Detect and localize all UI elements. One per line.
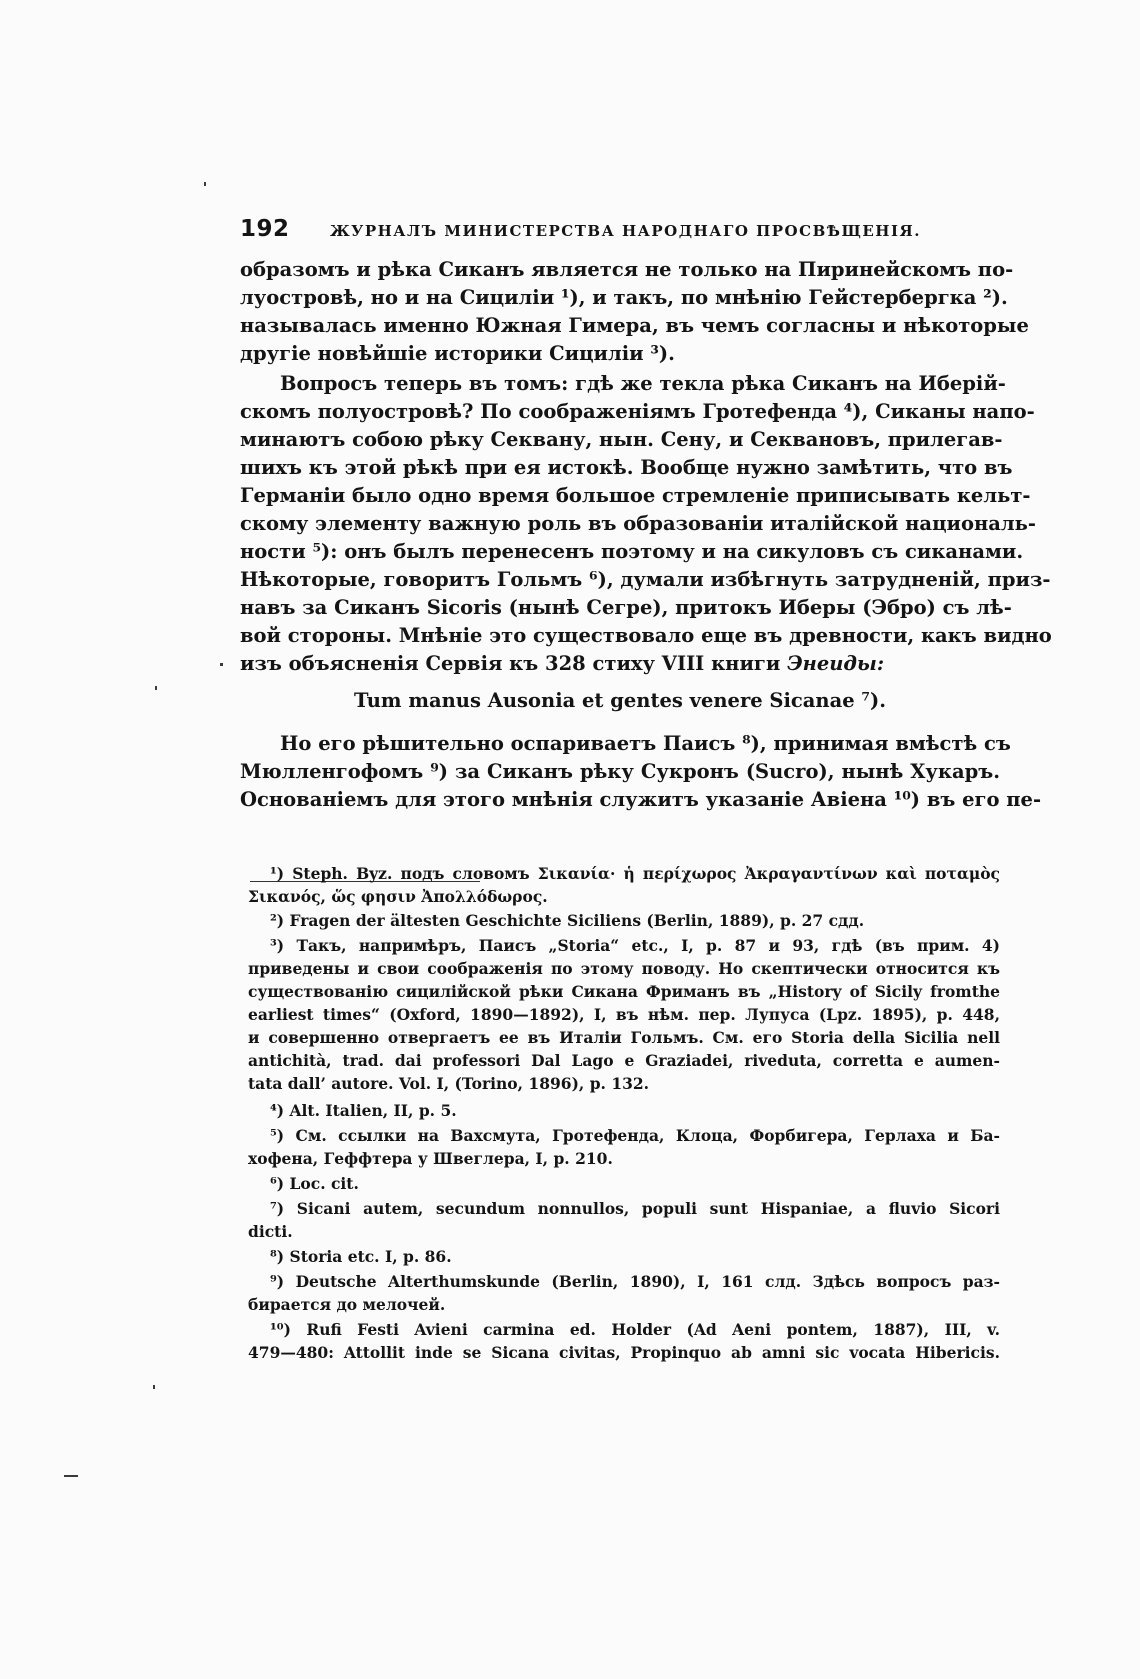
footnote-line: earliest times“ (Oxford, 1890—1892), I, въ нѣм. пер. Лупуса (Lpz. 1895), p. 448, bbox=[248, 1005, 1000, 1024]
text-line: ности ⁵): онъ былъ перенесенъ поэтому и на сикуловъ съ сиканами. bbox=[240, 540, 1024, 563]
footnote-line: dicti. bbox=[248, 1222, 293, 1241]
text-line: скомъ полуостровѣ? По соображеніямъ Гротефенда ⁴), Сиканы напо- bbox=[240, 400, 1035, 423]
text-line: образомъ и рѣка Сиканъ является не только на Пиринейскомъ по- bbox=[240, 258, 1014, 281]
verse-quote: Tum manus Ausonia et gentes venere Sicanae ⁷). bbox=[354, 689, 886, 712]
footnote-line: ⁷) Sicani autem, secundum nonnullos, populi sunt Hispaniae, a fluvio Sicori bbox=[270, 1199, 1000, 1218]
footnote-line: 479—480: Attollit inde se Sicana civitas, Propinquo ab amni sic vocata Hibericis. bbox=[248, 1343, 1000, 1362]
text-line: скому элементу важную роль въ образованіи италійской националь- bbox=[240, 512, 1036, 535]
footnote-line: ³) Такъ, напримѣръ, Паисъ „Storia“ etc., I, p. 87 и 93, гдѣ (въ прим. 4) bbox=[270, 936, 1000, 955]
footnote-line: приведены и свои соображенія по этому поводу. Но скептически относится къ bbox=[248, 959, 1000, 978]
text-line-main: изъ объясненія Сервія къ 328 стиху VIII книги bbox=[240, 652, 781, 675]
scan-speck bbox=[64, 1475, 78, 1477]
footnote-line: Σικανός, ὥς φησιν Ἀπολλόδωρος. bbox=[248, 887, 548, 906]
footnote-line: хофена, Геффтера у Швеглера, I, p. 210. bbox=[248, 1149, 613, 1168]
text-line: навъ за Сиканъ Sicoris (нынѣ Сегре), притокъ Иберы (Эбро) съ лѣ- bbox=[240, 596, 1012, 619]
footnote-line: ⁸) Storia etc. I, p. 86. bbox=[270, 1247, 452, 1266]
text-line: Основаніемъ для этого мнѣнія служитъ указаніе Авіена ¹⁰) въ его пе- bbox=[240, 788, 1042, 811]
footnote-line: ²) Fragen der ältesten Geschichte Siciliens (Berlin, 1889), p. 27 сдд. bbox=[270, 911, 865, 930]
scan-speck bbox=[155, 686, 157, 690]
text-line: называлась именно Южная Гимера, въ чемъ согласны и нѣкоторые bbox=[240, 314, 1029, 337]
scan-speck bbox=[153, 1385, 155, 1389]
text-line: другіе новѣйшіе историки Сициліи ³). bbox=[240, 342, 675, 365]
footnote-line: ⁶) Loc. cit. bbox=[270, 1174, 359, 1193]
text-line: луостровѣ, но и на Сициліи ¹), и такъ, по мнѣнію Гейстербергка ²). bbox=[240, 286, 1008, 309]
footnote-line: и совершенно отвергаетъ ее въ Италіи Гольмъ. См. его Storia della Sicilia nell bbox=[248, 1028, 1000, 1047]
text-line: Вопросъ теперь въ томъ: гдѣ же текла рѣка Сиканъ на Иберій- bbox=[280, 372, 1006, 395]
scan-speck bbox=[220, 663, 223, 666]
text-line: минаютъ собою рѣку Секвану, нын. Сену, и Секвановъ, прилегав- bbox=[240, 428, 1003, 451]
footnote-line: antichità, trad. dai professori Dal Lago e Graziadei, riveduta, corretta e aumen- bbox=[248, 1051, 1000, 1070]
text-line: шихъ къ этой рѣкѣ при ея истокѣ. Вообще нужно замѣтить, что въ bbox=[240, 456, 1013, 479]
footnote-line: ⁹) Deutsche Alterthumskunde (Berlin, 1890), I, 161 слд. Здѣсь вопросъ раз- bbox=[270, 1272, 1000, 1291]
footnote-line: ⁴) Alt. Italien, II, p. 5. bbox=[270, 1101, 457, 1120]
text-line: Мюлленгофомъ ⁹) за Сиканъ рѣку Сукронъ (Sucro), нынѣ Хукаръ. bbox=[240, 760, 1000, 783]
page-number: 192 bbox=[240, 216, 290, 242]
text-line: Германіи было одно время большое стремленіе приписывать кельт- bbox=[240, 484, 1031, 507]
book-title-italic: Энеиды: bbox=[787, 652, 885, 675]
scan-speck bbox=[204, 182, 206, 186]
running-header bbox=[240, 216, 1010, 242]
text-line: вой стороны. Мнѣніе это существовало еще въ древности, какъ видно bbox=[240, 624, 1052, 647]
footnote-line: ⁵) См. ссылки на Вахсмута, Гротефенда, Клоца, Форбигера, Герлаха и Ба- bbox=[270, 1126, 1000, 1145]
footnote-line: ¹) Steph. Byz. подъ словомъ Σικανία· ἡ περίχωρος Ἀκραγαντίνων καὶ ποταμὸς bbox=[270, 864, 1000, 883]
text-line: Но его рѣшительно оспариваетъ Паисъ ⁸), принимая вмѣстѣ съ bbox=[280, 732, 1011, 755]
text-line: Нѣкоторые, говоритъ Гольмъ ⁶), думали избѣгнуть затрудненій, приз- bbox=[240, 568, 1051, 591]
journal-title: ЖУРНАЛЪ МИНИСТЕРСТВА НАРОДНАГО ПРОСВѢЩЕНІЯ. bbox=[330, 222, 921, 240]
footnote-line: ¹⁰) Rufi Festi Avieni carmina ed. Holder (Ad Aeni pontem, 1887), III, v. bbox=[270, 1320, 1000, 1339]
footnote-line: существованію сицилійской рѣки Сикана Фриманъ въ „History of Sicily fromthe bbox=[248, 982, 1000, 1001]
footnote-line: tata dall’ autore. Vol. I, (Torino, 1896), p. 132. bbox=[248, 1074, 650, 1093]
footnote-line: бирается до мелочей. bbox=[248, 1295, 446, 1314]
text-line bbox=[240, 650, 1000, 677]
